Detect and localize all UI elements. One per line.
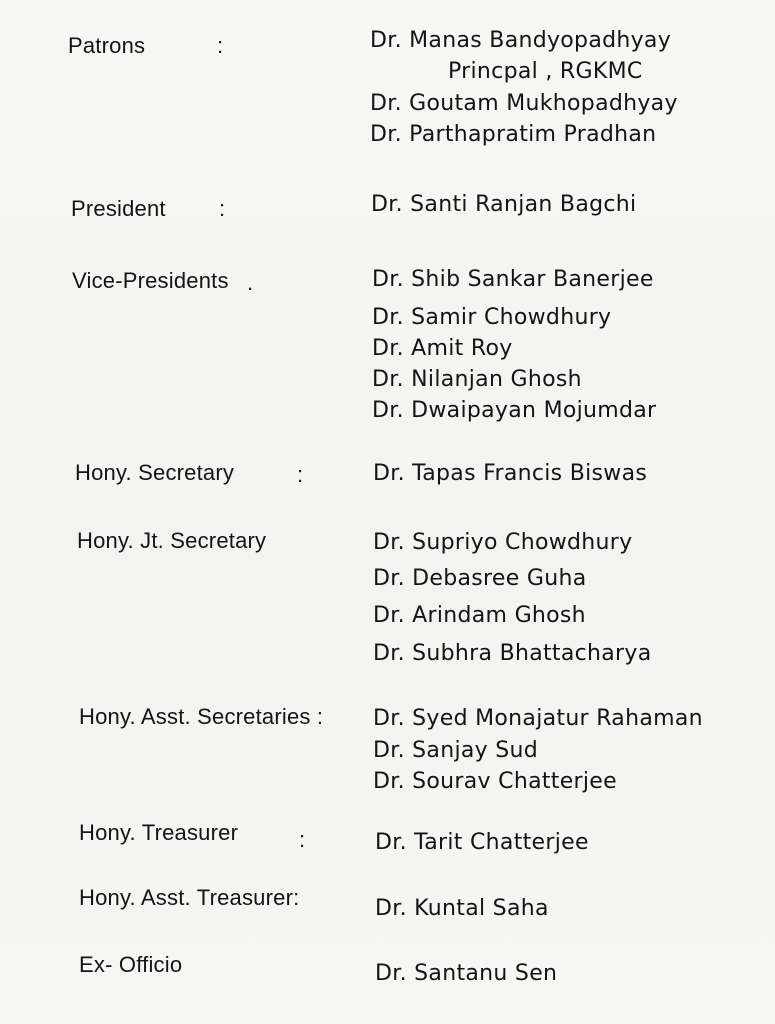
role-label-hony-treasurer: Hony. Treasurer (79, 820, 239, 845)
member-name: Dr. Subhra Bhattacharya (373, 641, 652, 666)
member-name: Dr. Debasree Guha (373, 566, 587, 591)
member-name: Dr. Arindam Ghosh (373, 603, 586, 628)
role-label-president: President (71, 196, 166, 221)
member-name: Dr. Santi Ranjan Bagchi (371, 192, 637, 217)
role-label-hony-asst-treasurer: Hony. Asst. Treasurer: (79, 885, 300, 910)
member-name: Dr. Tarit Chatterjee (375, 830, 589, 855)
member-name: Dr. Sourav Chatterjee (373, 769, 617, 794)
member-name: Dr. Supriyo Chowdhury (373, 530, 633, 555)
role-label-hony-jt-secretary: Hony. Jt. Secretary (77, 528, 267, 553)
role-label-hony-secretary: Hony. Secretary (75, 460, 235, 485)
role-label-hony-asst-secretaries: Hony. Asst. Secretaries : (79, 704, 324, 729)
member-name: Dr. Kuntal Saha (375, 896, 549, 921)
role-label-patrons: Patrons (68, 33, 146, 58)
member-name: Dr. Tapas Francis Biswas (373, 461, 648, 486)
member-name: Dr. Santanu Sen (375, 961, 558, 986)
role-separator-president: : (219, 196, 226, 221)
member-name: Dr. Manas Bandyopadhyay (370, 28, 672, 53)
member-name: Dr. Shib Sankar Banerjee (372, 267, 654, 292)
member-name: Dr. Goutam Mukhopadhyay (370, 91, 678, 116)
role-label-ex-officio: Ex- Officio (79, 952, 183, 977)
member-name: Dr. Dwaipayan Mojumdar (372, 398, 657, 423)
member-name: Dr. Syed Monajatur Rahaman (373, 706, 703, 731)
member-name: Dr. Amit Roy (372, 336, 513, 361)
member-name: Dr. Nilanjan Ghosh (372, 367, 582, 392)
role-separator-patrons: : (217, 33, 224, 58)
role-separator-hony-secretary: : (297, 462, 304, 487)
member-name: Dr. Sanjay Sud (373, 738, 539, 763)
role-separator-vice-presidents: . (247, 270, 254, 295)
member-name: Dr. Samir Chowdhury (372, 305, 612, 330)
member-name: Dr. Parthapratim Pradhan (370, 122, 657, 147)
role-separator-hony-treasurer: : (299, 827, 306, 852)
member-affiliation: Princpal , RGKMC (448, 59, 643, 84)
role-label-vice-presidents: Vice-Presidents (72, 268, 229, 293)
